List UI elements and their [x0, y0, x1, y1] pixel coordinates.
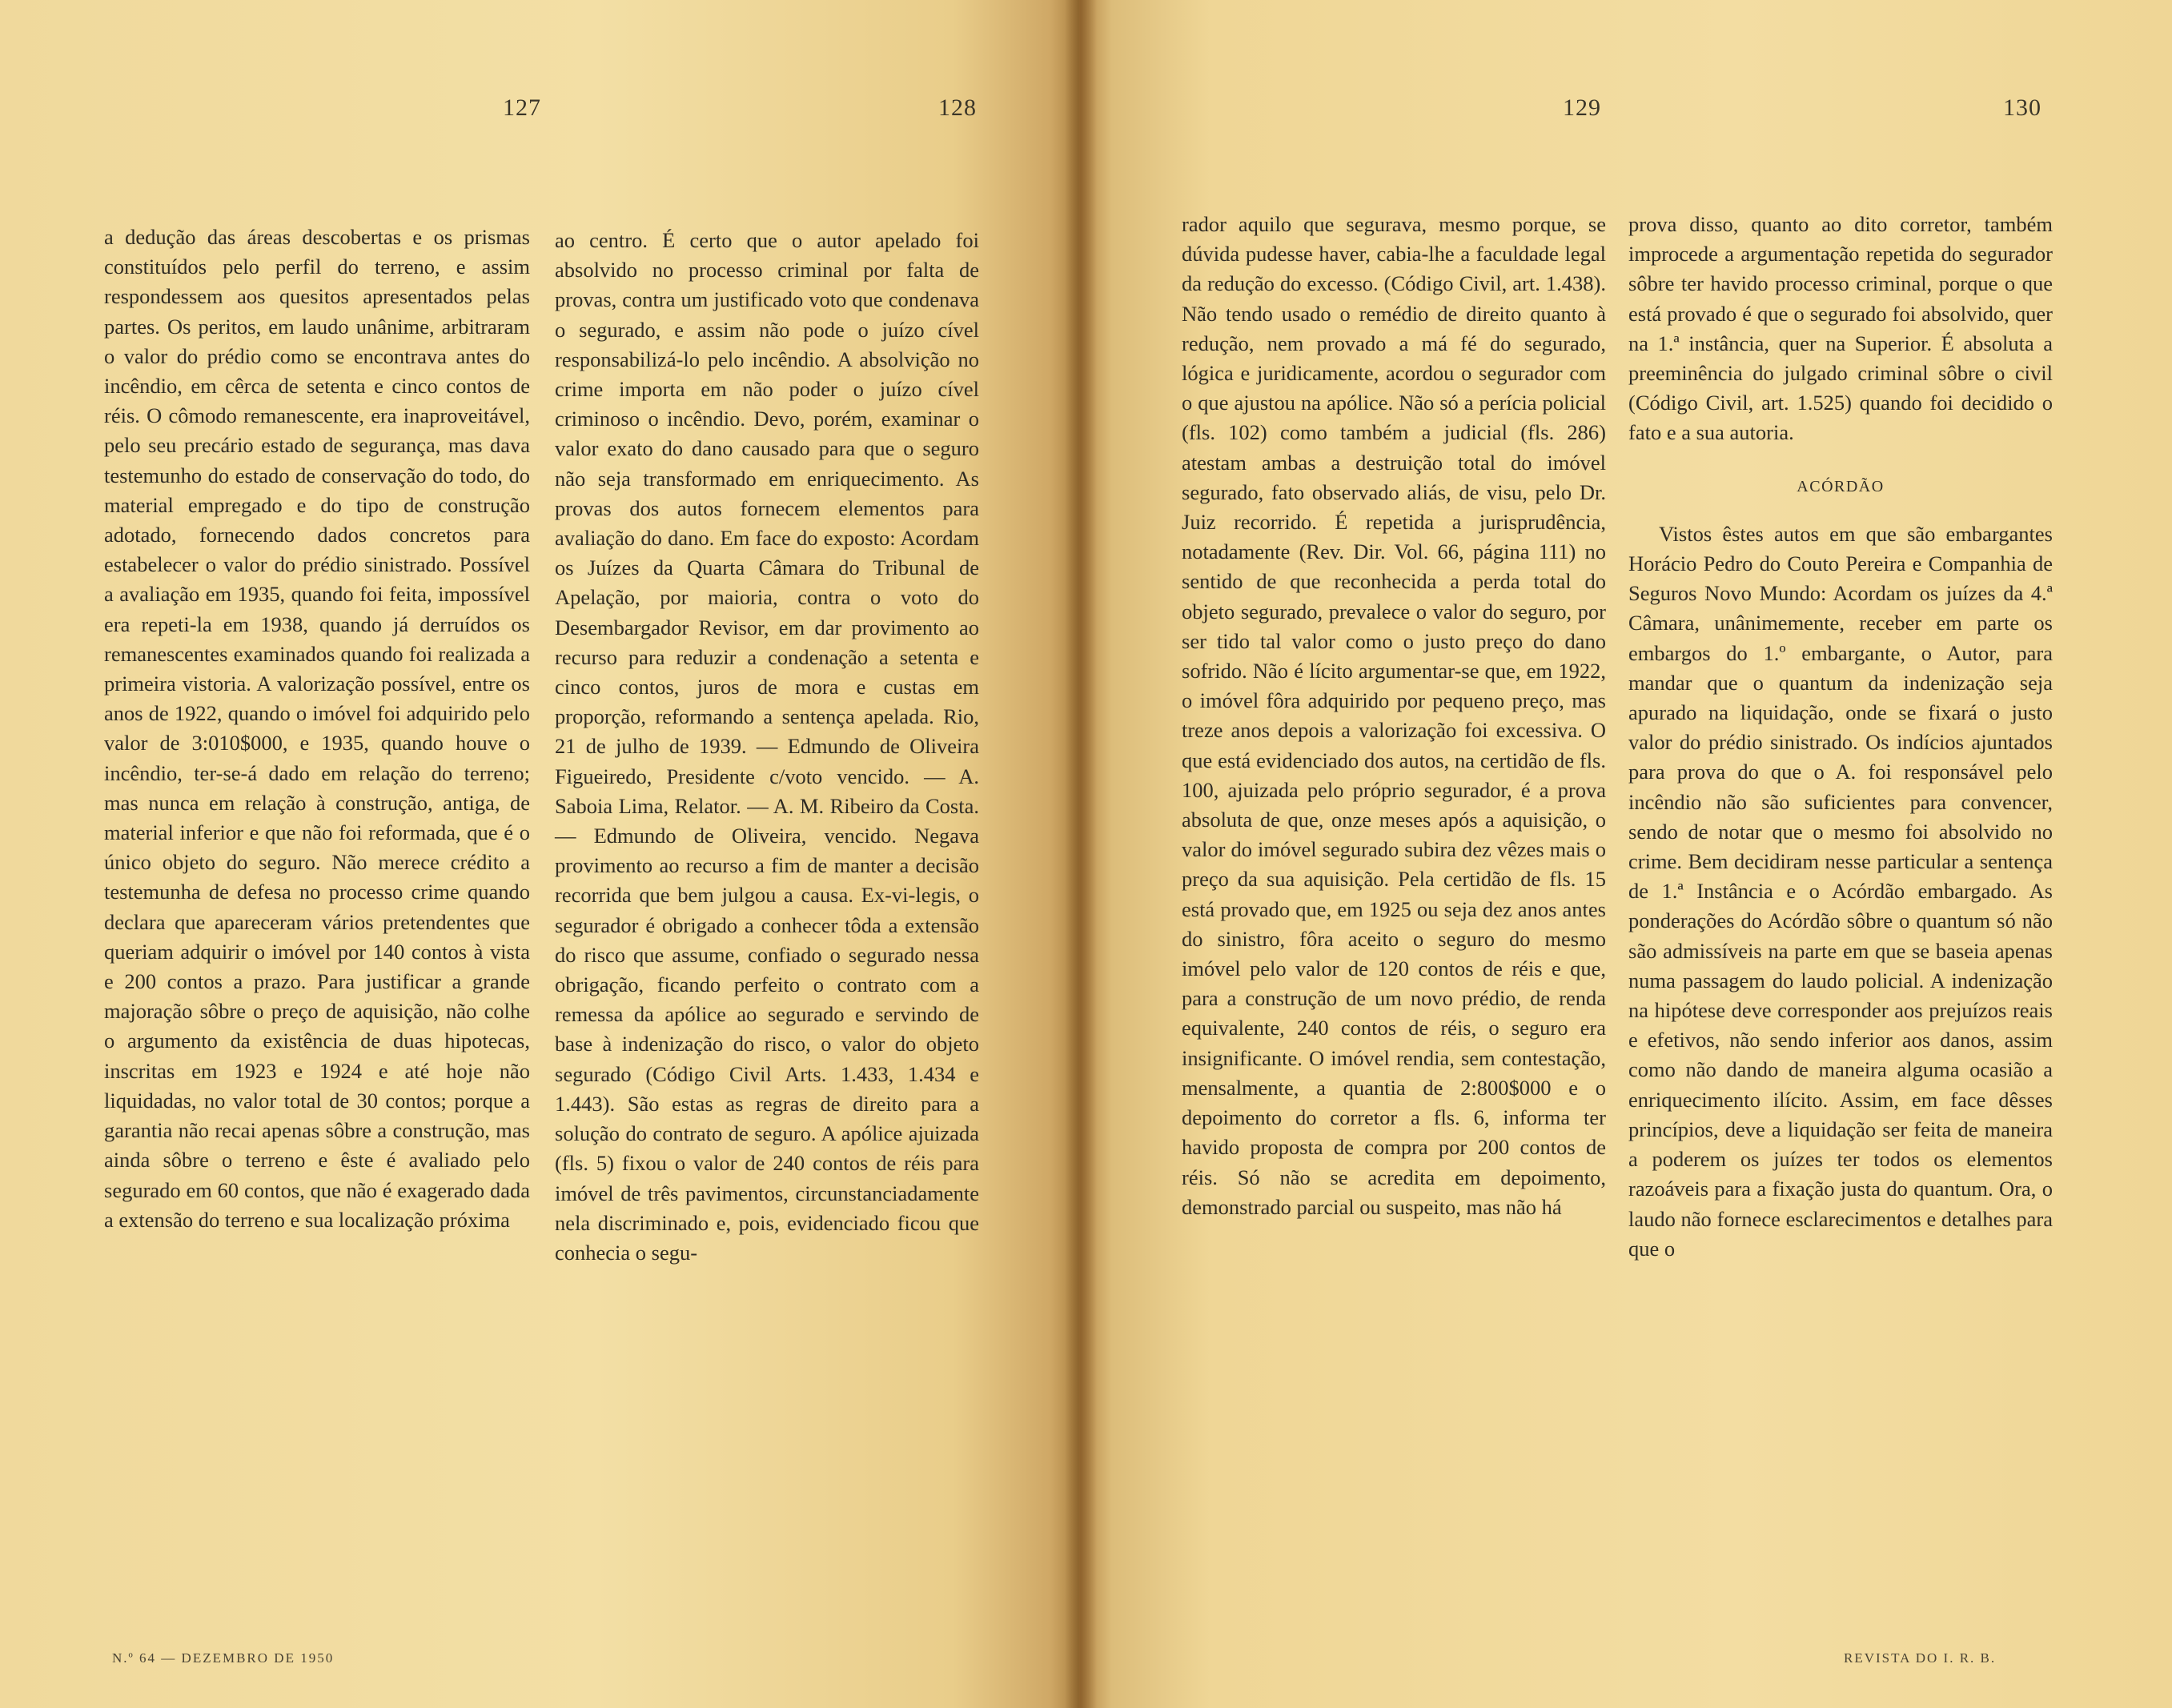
paragraph: Vistos êstes autos em que são embargantes Horácio Pedro do Couto Pereira e Companhia de Seguros Novo Mundo: Acordam os juízes da 4.ª Câmara, unânimemente, receber em parte os embargos do 1.º embargante, o Autor, para mandar que o quantum da indenização seja apurado na liquidação, onde se fixará o justo valor do prédio sinistrado. Os indícios ajuntados para prova do que o A. foi responsável pelo incêndio não são suficientes para convencer, sendo de notar que o mesmo foi absolvido no crime. Bem decidiram nesse particular a sentença de 1.ª Instância e o Acórdão embargado. As ponderações do Acórdão sôbre o quantum só não são admissíveis na parte em que se baseia apenas numa passagem do laudo policial. A indenização na hipótese deve corresponder aos prejuízos reais e efetivos, não sendo inferior aos danos, assim como não dando de maneira alguma ocasião a enriquecimento ilícito. Assim, em face dêsses princípios, deve a liquidação ser feita de maneira a poderem os juízes ter todos os elementos razoáveis para a fixação justa do quantum. Ora, o laudo não fornece esclarecimentos e detalhes para que o [1628, 521, 2053, 1261]
issue-footer: N.º 64 — DEZEMBRO DE 1950 [112, 1650, 335, 1666]
left-page [0, 0, 1082, 1708]
page-number-127: 127 [503, 94, 541, 121]
journal-footer: REVISTA DO I. R. B. [1844, 1650, 1997, 1666]
paragraph: ao centro. É certo que o autor apelado foi absolvido no processo criminal por falta de provas, contra um justificado voto que condenava o segurado, e assim não pode o juízo cível responsabilizá-lo pelo incêndio. A absolvição no crime importa em não poder o juízo cível criminoso o incêndio. Devo, porém, examinar o valor exato do dano causado para que o seguro não seja transformado em enriquecimento. As provas dos autos fornecem elementos para avaliação do dano. Em face do exposto: Acordam os Juízes da Quarta Câmara do Tribunal de Apelação, por maioria, contra o voto do Desembargador Revisor, em dar provimento ao recurso para reduzir a condenação a setenta e cinco contos, juros de mora e custas em proporção, reformando a sentença apelada. Rio, 21 de julho de 1939. — Edmundo de Oliveira Figueiredo, Presidente c/voto vencido. — A. Saboia Lima, Relator. — A. M. Ribeiro da Costa. — Edmundo de Oliveira, vencido. Negava provimento ao recurso a fim de manter a decisão recorrida que bem julgou a causa. Ex-vi-legis, o segurador é obrigado a conhecer tôda a extensão do risco que assume, confiado o segurado nessa obrigação, ficando perfeito o contrato com a remessa da apólice ao segurado e servindo de base à indenização do risco, o valor do objeto segurado (Código Civil Arts. 1.433, 1.434 e 1.443). São estas as regras de direito para a solução do contrato de seguro. A apólice ajuizada (fls. 5) fixou o valor de 240 contos de réis para imóvel de três pavimentos, circunstanciadamente nela discriminado e, pois, evidenciado ficou que conhecia o segu- [555, 228, 979, 1265]
text-column-128 [555, 226, 979, 1268]
text-column-127 [104, 223, 530, 1235]
paragraph: rador aquilo que segurava, mesmo porque, se dúvida pudesse haver, cabia-lhe a faculdade legal da redução do excesso. (Código Civil, art. 1.438). Não tendo usado o remédio de direito quanto à redução, nem provado a má fé do segurado, lógica e juridicamente, acordou o segurador com o que ajustou na apólice. Não só a perícia policial (fls. 102) como também a judicial (fls. 286) atestam ambas a destruição total do imóvel segurado, fato observado aliás, de visu, pelo Dr. Juiz recorrido. É repetida a jurisprudência, notadamente (Rev. Dir. Vol. 66, página 111) no sentido de que reconhecida a perda total do objeto segurado, prevalece o valor do seguro, por ser tido tal valor como o justo preço do dano sofrido. Não é lícito argumentar-se que, em 1922, o imóvel fôra adquirido por pequeno preço, mas treze anos depois a valorização foi excessiva. O que está evidenciado dos autos, na certidão de fls. 100, ajuizada pelo próprio segurador, é a prova absoluta de que, onze meses após a aquisição, o valor do imóvel segurado subira dez vêzes mais o preço da sua aquisição. Pela certidão de fls. 15 está provado que, em 1925 ou seja dez anos antes do sinistro, fôra aceito o seguro do mesmo imóvel pelo valor de 120 contos de réis e que, para a construção de um novo prédio, de renda equivalente, 240 contos de réis, o seguro era insignificante. O imóvel rendia, sem contestação, mensalmente, a quantia de 2:800$000 e o depoimento do corretor a fls. 6, informa ter havido proposta de compra por 200 contos de réis. Só não se acredita em depoimento, demonstrado parcial ou suspeito, mas não há [1182, 212, 1606, 1219]
page-number-128: 128 [938, 94, 977, 121]
page-number-130: 130 [2003, 94, 2042, 121]
section-heading: ACÓRDÃO [1797, 477, 1885, 495]
text-column-129 [1182, 210, 1606, 1222]
paragraph: a dedução das áreas descobertas e os prismas constituídos pelo perfil do terreno, e assim respondessem aos quesitos apresentados pelas partes. Os peritos, em laudo unânime, arbitraram o valor do prédio como se encontrava antes do incêndio, em cêrca de setenta e cinco contos de réis. O cômodo remanescente, era inaproveitável, pelo seu precário estado de segurança, mas dava testemunho do estado de conservação do todo, do material empregado e do tipo de construção adotado, fornecendo dados concretos para estabelecer o valor do prédio sinistrado. Possível a avaliação em 1935, quando foi feita, impossível era repeti-la em 1938, quando já derruídos os remanescentes examinados quando foi realizada a primeira vistoria. A valorização possível, entre os anos de 1922, quando o imóvel foi adquirido pelo valor de 3:010$000, e 1935, quando houve o incêndio, ter-se-á dado em relação do terreno; mas nunca em relação à construção, antiga, de material inferior e que não foi reformada, que é o único objeto do seguro. Não merece crédito a testemunha de defesa no processo crime quando declara que apareceram vários pretendentes que queriam adquirir o imóvel por 140 contos à vista e 200 contos a prazo. Para justificar a grande majoração sôbre o preço de aquisição, não colhe o argumento da existência de duas hipotecas, inscritas em 1923 e 1924 e até hoje não liquidadas, no valor total de 30 contos; porque a garantia não recai apenas sôbre a construção, mas ainda sôbre o terreno e êste é avaliado pelo segurado em 60 contos, que não é exagerado dada a extensão do terreno e sua localização próxima [104, 225, 530, 1232]
paragraph: prova disso, quanto ao dito corretor, também improcede a argumentação repetida do segurador sôbre ter havido processo criminal, porque o que está provado é que o segurado foi absolvido, quer na 1.ª instância, quer na Superior. É absoluta a preeminência do julgado criminal sôbre o civil (Código Civil, art. 1.525) quando foi decidido o fato e a sua autoria. [1628, 212, 2053, 445]
right-page [1079, 0, 2172, 1708]
text-column-130 [1628, 210, 2053, 1264]
book-gutter [1065, 0, 1097, 1708]
page-number-129: 129 [1563, 94, 1601, 121]
